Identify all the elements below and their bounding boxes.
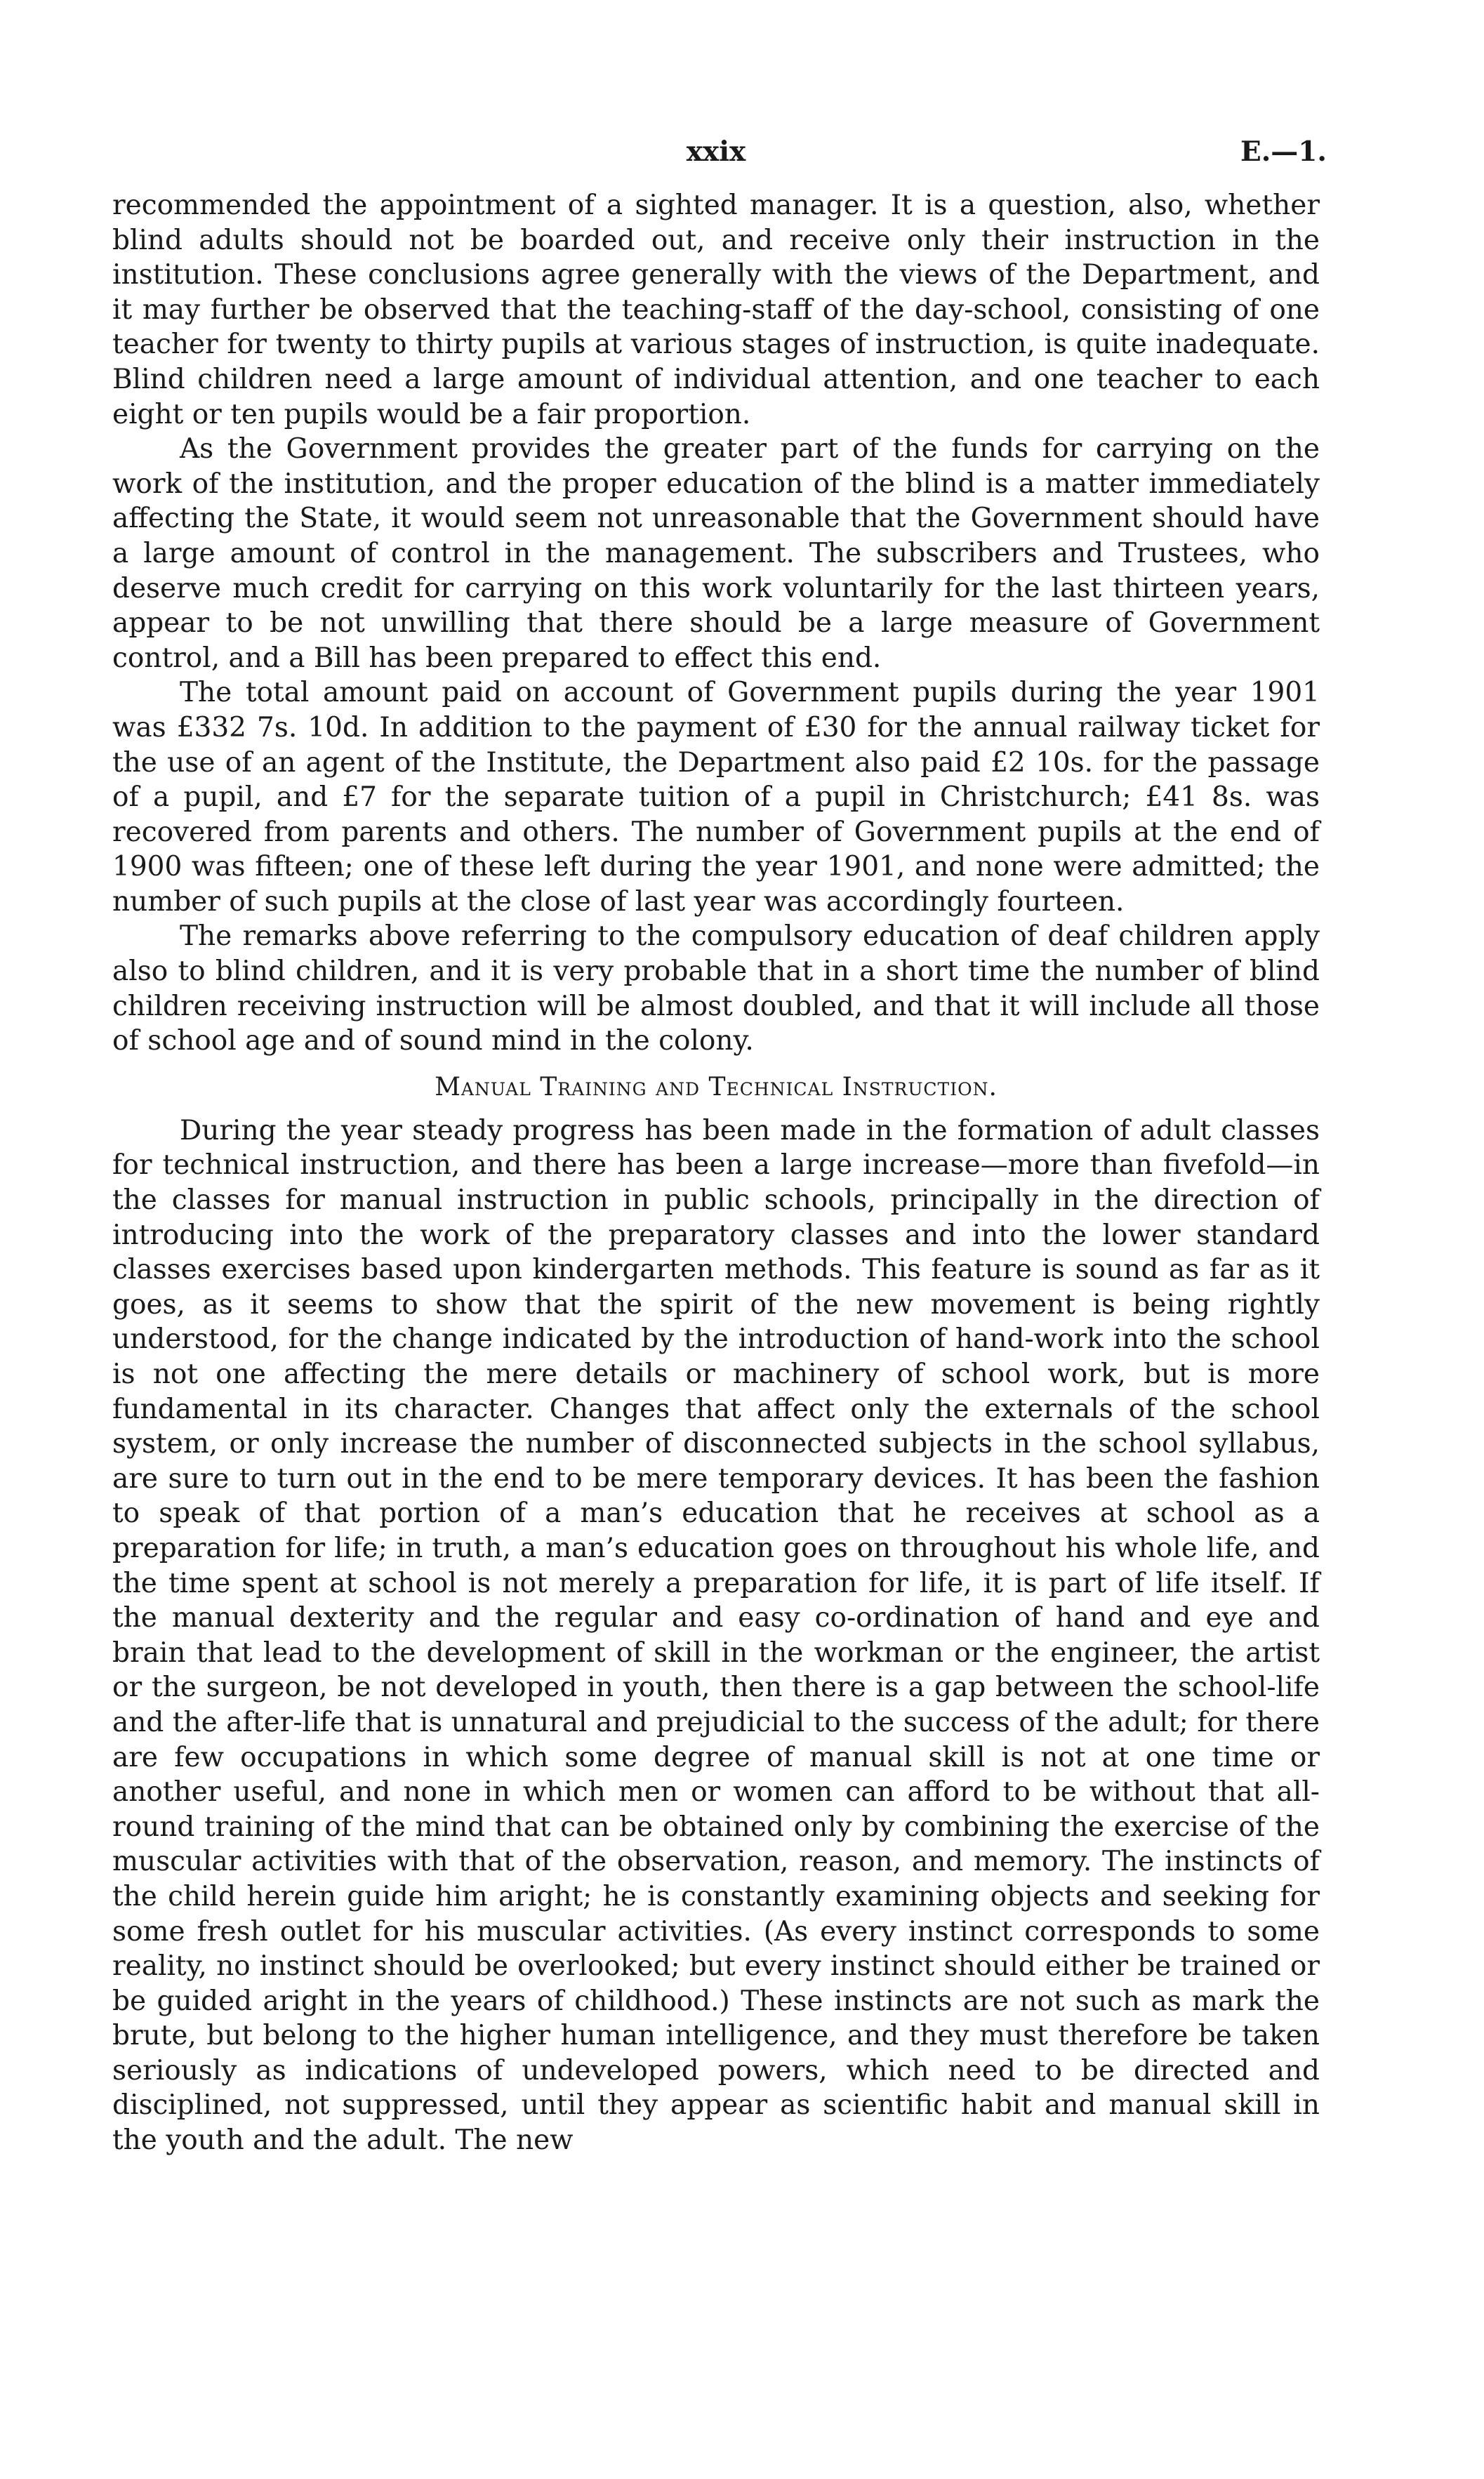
section-heading: Manual Training and Technical Instruction. — [435, 1072, 998, 1102]
paragraph: The remarks above referring to the compulsory education of deaf children apply also to blind children, and it is very probable that in a short time the number of blind children receiving instruction will be almost doubled, and that it will include all those of school age and of sound mind in the colony. — [112, 920, 1320, 1057]
page-header — [112, 131, 1327, 173]
paragraph: As the Government provides the greater part of the funds for carrying on the work of the institution, and the proper education of the blind is a matter immediately affecting the State, it would seem not unreasonable that the Government should have a large amount of control in the management. The subscribers and Trustees, who deserve much credit for carrying on this work voluntarily for the last thirteen years, appear to be not unwilling that there should be a large measure of Government control, and a Bill has been prepared to effect this end. — [112, 433, 1320, 674]
page-number: xxix — [686, 135, 746, 168]
paragraph: The total amount paid on account of Government pupils during the year 1901 was £332 7s. 10d. In addition to the payment of £30 for the annual railway ticket for the use of an agent of the Institute, the Department also paid £2 10s. for the passage of a pupil, and £7 for the separate tuition of a pupil in Christchurch; £41 8s. was recovered from parents and others. The number of Government pupils at the end of 1900 was fifteen; one of these left during the year 1901, and none were admitted; the number of such pupils at the close of last year was accordingly fourteen. — [112, 677, 1320, 918]
body-text — [112, 188, 1320, 2158]
paragraph: recommended the appointment of a sighted manager. It is a question, also, whether blind adults should not be boarded out, and receive only their instruction in the institution. These conclusions agree generally with the views of the Department, and it may further be observed that the teaching-staff of the day-school, consisting of one teacher for twenty to thirty pupils at various stages of instruction, is quite inadequate. Blind children need a large amount of individual attention, and one teacher to each eight or ten pupils would be a fair proportion. — [112, 190, 1320, 430]
document-reference: E.—1. — [1240, 135, 1327, 168]
document-page — [112, 0, 1327, 2479]
paragraph: During the year steady progress has been made in the formation of adult classes for technical instruction, and there has been a large increase—more than fivefold—in the classes for manual instruction in public schools, principally in the direction of introducing into the work of the preparatory classes and into the lower standard classes exercises based upon kindergarten methods. This feature is sound as far as it goes, as it seems to show that the spirit of the new movement is being rightly understood, for the change indicated by the introduction of hand-work into the school is not one affecting the mere details or machinery of school work, but is more fundamental in its character. Changes that affect only the externals of the school system, or only increase the number of disconnected subjects in the school syllabus, are sure to turn out in the end to be mere temporary devices. It has been the fashion to speak of that portion of a man’s education that he receives at school as a preparation for life; in truth, a man’s education goes on throughout his whole life, and the time spent at school is not merely a preparation for life, it is part of life itself. If the manual dexterity and the regular and easy co-ordination of hand and eye and brain that lead to the development of skill in the workman or the engineer, the artist or the surgeon, be not developed in youth, then there is a gap between the school-life and the after-life that is unnatural and prejudicial to the success of the adult; for there are few occupations in which some degree of manual skill is not at one time or another useful, and none in which men or women can afford to be without that all-round training of the mind that can be obtained only by combining the exercise of the muscular activities with that of the observation, reason, and memory. The instincts of the child herein guide him aright; he is constantly examining objects and seeking for some fresh outlet for his muscular activities. (As every instinct corresponds to some reality, no instinct should be overlooked; but every instinct should either be trained or be guided aright in the years of childhood.) These instincts are not such as mark the brute, but belong to the higher human intelligence, and they must therefore be taken seriously as indications of undeveloped powers, which need to be directed and disciplined, not suppressed, until they appear as scientific habit and manual skill in the youth and the adult. The new — [112, 1114, 1320, 2157]
